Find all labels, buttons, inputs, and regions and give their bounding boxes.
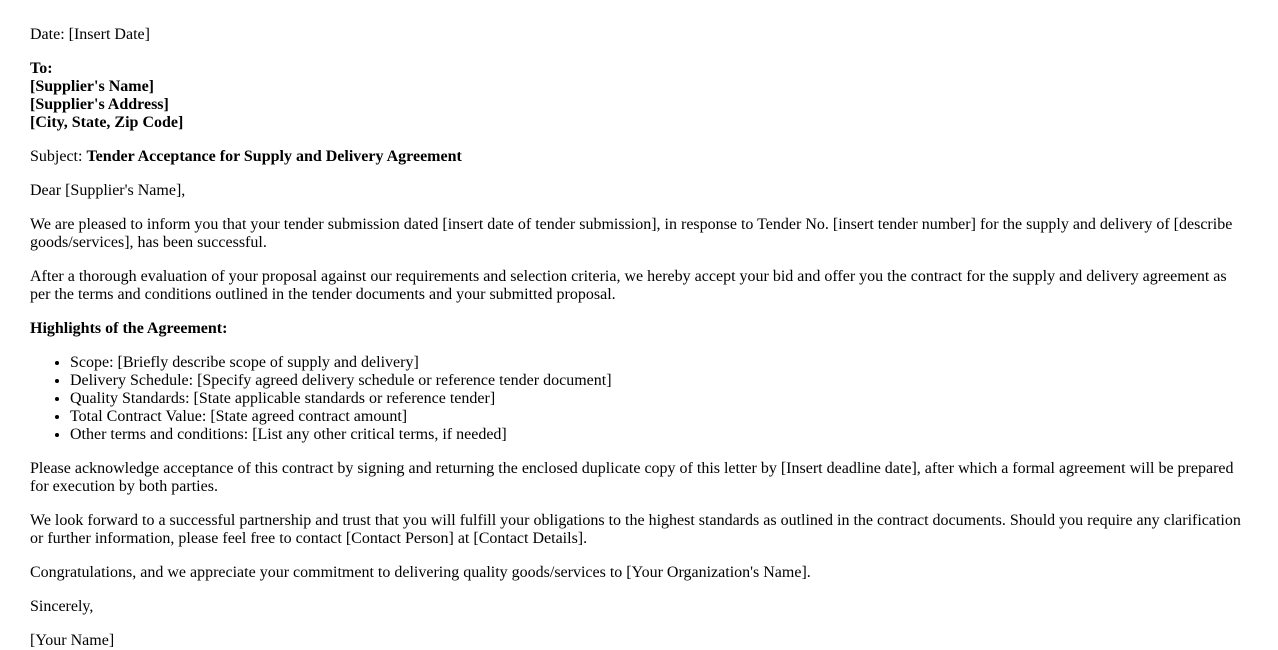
list-item-other-terms: • Other terms and conditions: [List any other critical terms, if needed] xyxy=(70,426,1248,444)
salutation: Dear [Supplier's Name], xyxy=(30,182,186,199)
list-item-scope: • Scope: [Briefly describe scope of supply and delivery] xyxy=(70,354,1248,372)
recipient-label: To: xyxy=(30,60,53,77)
paragraph-congratulations: Congratulations, and we appreciate your commitment to delivering quality goods/services to [Your Organization's Name]. xyxy=(30,564,811,581)
subject-title: Tender Acceptance for Supply and Delivery Agreement xyxy=(86,148,462,165)
subject-line xyxy=(30,148,1248,166)
list-item-quality-standards: • Quality Standards: [State applicable standards or reference tender] xyxy=(70,390,1248,408)
list-item-delivery-schedule: • Delivery Schedule: [Specify agreed delivery schedule or reference tender document] xyxy=(70,372,1248,390)
paragraph-evaluation: After a thorough evaluation of your proposal against our requirements and selection criteria, we hereby accept your bid and offer you the contract for the supply and delivery agreement as per the terms and conditions outlined in the tender documents and your submitted proposal. xyxy=(30,268,1227,303)
highlights-list xyxy=(30,354,1248,444)
recipient-address: [Supplier's Address] xyxy=(30,96,169,113)
paragraph-tender-success: We are pleased to inform you that your tender submission dated [insert date of tender submission], in response to Tender No. [insert tender number] for the supply and delivery of [describe goods/services], has been successful. xyxy=(30,216,1233,251)
recipient-city-state-zip: [City, State, Zip Code] xyxy=(30,114,184,131)
paragraph-partnership: We look forward to a successful partnership and trust that you will fulfill your obligations to the highest standards as outlined in the contract documents. Should you require any clarification or further information, please feel free to contact [Contact Person] at [Contact Details]. xyxy=(30,512,1241,547)
recipient-block xyxy=(30,60,1248,132)
letter-document xyxy=(30,10,1248,650)
list-item-contract-value: • Total Contract Value: [State agreed contract amount] xyxy=(70,408,1248,426)
signature-name: [Your Name] xyxy=(30,632,115,649)
subject-prefix: Subject: xyxy=(30,148,87,165)
paragraph-acknowledge: Please acknowledge acceptance of this contract by signing and returning the enclosed duplicate copy of this letter by [Insert deadline date], after which a formal agreement will be prepared for execution by both parties. xyxy=(30,460,1234,495)
recipient-name: [Supplier's Name] xyxy=(30,78,154,95)
date-line: Date: [Insert Date] xyxy=(30,26,150,43)
closing: Sincerely, xyxy=(30,598,94,615)
highlights-heading: Highlights of the Agreement: xyxy=(30,320,228,337)
